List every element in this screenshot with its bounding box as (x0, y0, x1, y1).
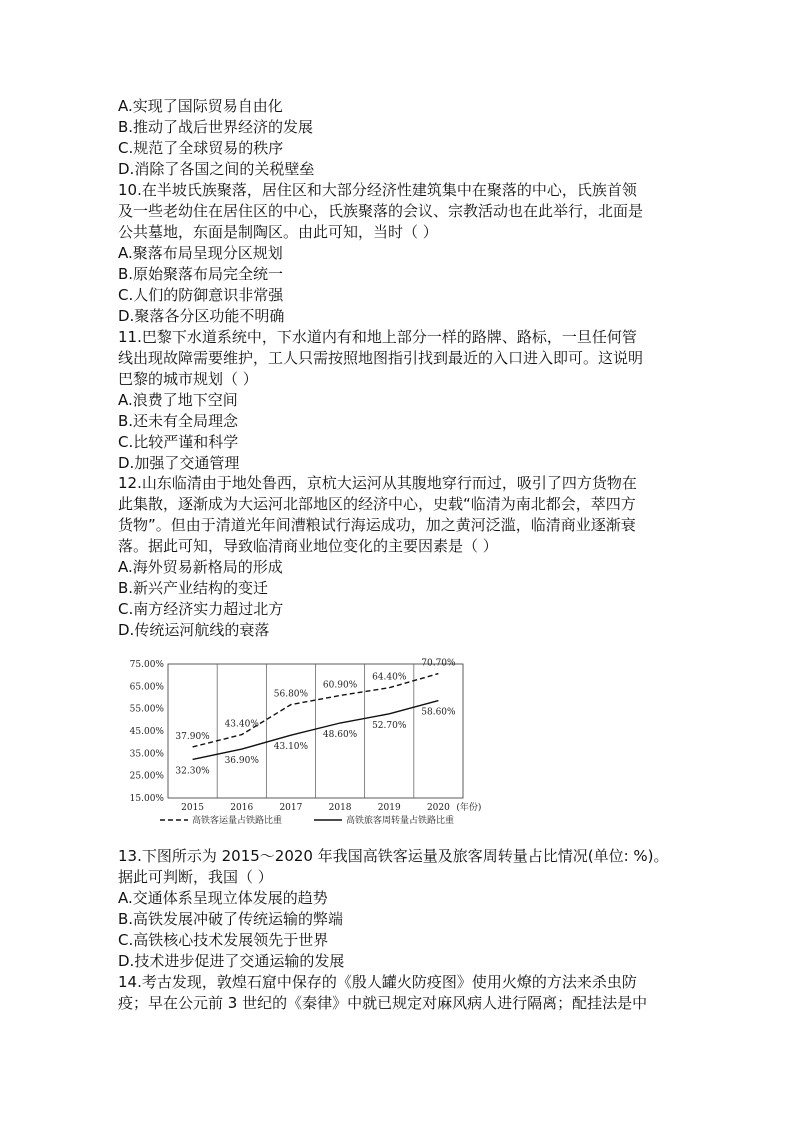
x-axis-ticks (181, 801, 481, 813)
option-b: B.新兴产业结构的变迁 (118, 579, 269, 597)
y-tick-label: 25.00% (129, 771, 164, 782)
x-tick-label: 2017 (279, 803, 303, 813)
question-14-stem-line: 14.考古发现，敦煌石窟中保存的《殷人罐火防疫图》使用火燎的方法来杀虫防 (118, 973, 637, 991)
data-label: 43.10% (273, 742, 309, 753)
option-a: A.浪费了地下空间 (118, 391, 238, 409)
question-12-stem-line: 落。据此可知，导致临清商业地位变化的主要因素是（ ） (118, 537, 498, 555)
option-b: B.还未有全局理念 (118, 412, 239, 430)
question-14 (118, 972, 690, 1014)
option-c: C.规范了全球贸易的秩序 (118, 139, 284, 157)
option-c: C.比较严谨和科学 (118, 433, 239, 451)
question-11 (118, 327, 690, 474)
railway-share-line-chart (118, 652, 538, 837)
option-a: A.聚落布局呈现分区规划 (118, 244, 283, 262)
question-10-stem-line: 公共墓地，东面是制陶区。由此可知，当时（ ） (118, 223, 438, 241)
option-d: D.加强了交通管理 (118, 454, 240, 472)
legend-label: 高铁旅客周转量占铁路比重 (346, 816, 455, 826)
chart-grid (168, 664, 463, 798)
option-c: C.高铁核心技术发展领先于世界 (118, 931, 329, 949)
option-a: A.海外贸易新格局的形成 (118, 558, 283, 576)
question-12 (118, 473, 690, 641)
y-tick-label: 75.00% (129, 660, 164, 670)
legend-label: 高铁客运量占铁路比重 (192, 816, 283, 826)
data-label: 32.30% (175, 766, 210, 777)
question-11-stem-line: 巴黎的城市规划（ ） (118, 370, 258, 388)
question-12-stem-line: 货物”。但由于清道光年间漕粮试行海运成功，加之黄河泛滥，临清商业逐渐衰 (118, 516, 636, 534)
y-tick-label: 65.00% (129, 682, 164, 693)
question-10-stem-line: 10.在半坡氏族聚落，居住区和大部分经济性建筑集中在聚落的中心，氏族首领 (118, 181, 637, 199)
data-label: 43.40% (224, 719, 259, 730)
y-tick-label: 45.00% (129, 727, 164, 737)
option-d: D.消除了各国之间的关税壁垒 (118, 160, 315, 178)
y-tick-label: 35.00% (129, 749, 164, 760)
question-12-stem-line: 此集散，逐渐成为大运河北部地区的经济中心，史载“临清为南北都会，萃四方 (118, 495, 636, 513)
question-10-stem-line: 及一些老幼住在居住区的中心，氏族聚落的会议、宗教活动也在此举行，北面是 (118, 202, 644, 220)
x-tick-label: 2019 (377, 803, 401, 813)
data-label: 37.90% (175, 731, 210, 742)
option-b: B.原始聚落布局完全统一 (118, 265, 284, 283)
option-b: B.高铁发展冲破了传统运输的弊端 (118, 910, 344, 928)
x-tick-label: 2018 (328, 803, 352, 813)
option-c: C.人们的防御意识非常强 (118, 286, 284, 304)
option-b: B.推动了战后世界经济的发展 (118, 118, 314, 136)
data-label: 64.40% (372, 672, 407, 683)
y-axis-ticks (130, 660, 165, 804)
option-d: D.技术进步促进了交通运输的发展 (118, 952, 345, 970)
data-label: 36.90% (224, 756, 259, 767)
data-label: 70.70% (421, 658, 456, 669)
chart-legend (160, 814, 454, 826)
question-11-stem-line: 11.巴黎下水道系统中，下水道内有和地上部分一样的路牌、路标，一旦任何管 (118, 328, 637, 346)
option-a: A.实现了国际贸易自由化 (118, 97, 283, 115)
question-9-options (118, 96, 690, 180)
question-10 (118, 180, 690, 327)
question-13-stem-line: 据此可判断，我国（ ） (118, 868, 273, 886)
y-tick-label: 15.00% (129, 794, 164, 804)
option-c: C.南方经济实力超过北方 (118, 600, 284, 618)
x-tick-label: 2015 (181, 803, 205, 813)
option-a: A.交通体系呈现立体发展的趋势 (118, 889, 328, 907)
question-14-stem-line: 疫；早在公元前 3 世纪的《秦律》中就已规定对麻风病人进行隔离；配挂法是中 (118, 994, 648, 1012)
data-label: 52.70% (372, 720, 407, 731)
x-tick-label: 2016 (230, 803, 254, 813)
data-label: 60.90% (322, 680, 358, 691)
option-d: D.聚落各分区功能不明确 (118, 307, 285, 325)
data-label: 56.80% (273, 689, 309, 700)
question-13-stem-line: 13.下图所示为 2015～2020 年我国高铁客运量及旅客周转量占比情况(单位: %)。 (118, 847, 669, 865)
option-d: D.传统运河航线的衰落 (118, 621, 270, 639)
question-13 (118, 846, 690, 972)
data-label: 58.60% (421, 707, 456, 718)
y-tick-label: 55.00% (129, 704, 164, 715)
question-11-stem-line: 线出现故障需要维护，工人只需按照地图指引找到最近的入口进入即可。这说明 (118, 349, 644, 367)
data-label: 48.60% (322, 729, 358, 740)
x-tick-label: 2020 (426, 803, 450, 813)
x-axis-unit: (年份) (456, 803, 482, 813)
question-12-stem-line: 12.山东临清由于地处鲁西，京杭大运河从其腹地穿行而过，吸引了四方货物在 (118, 474, 637, 492)
